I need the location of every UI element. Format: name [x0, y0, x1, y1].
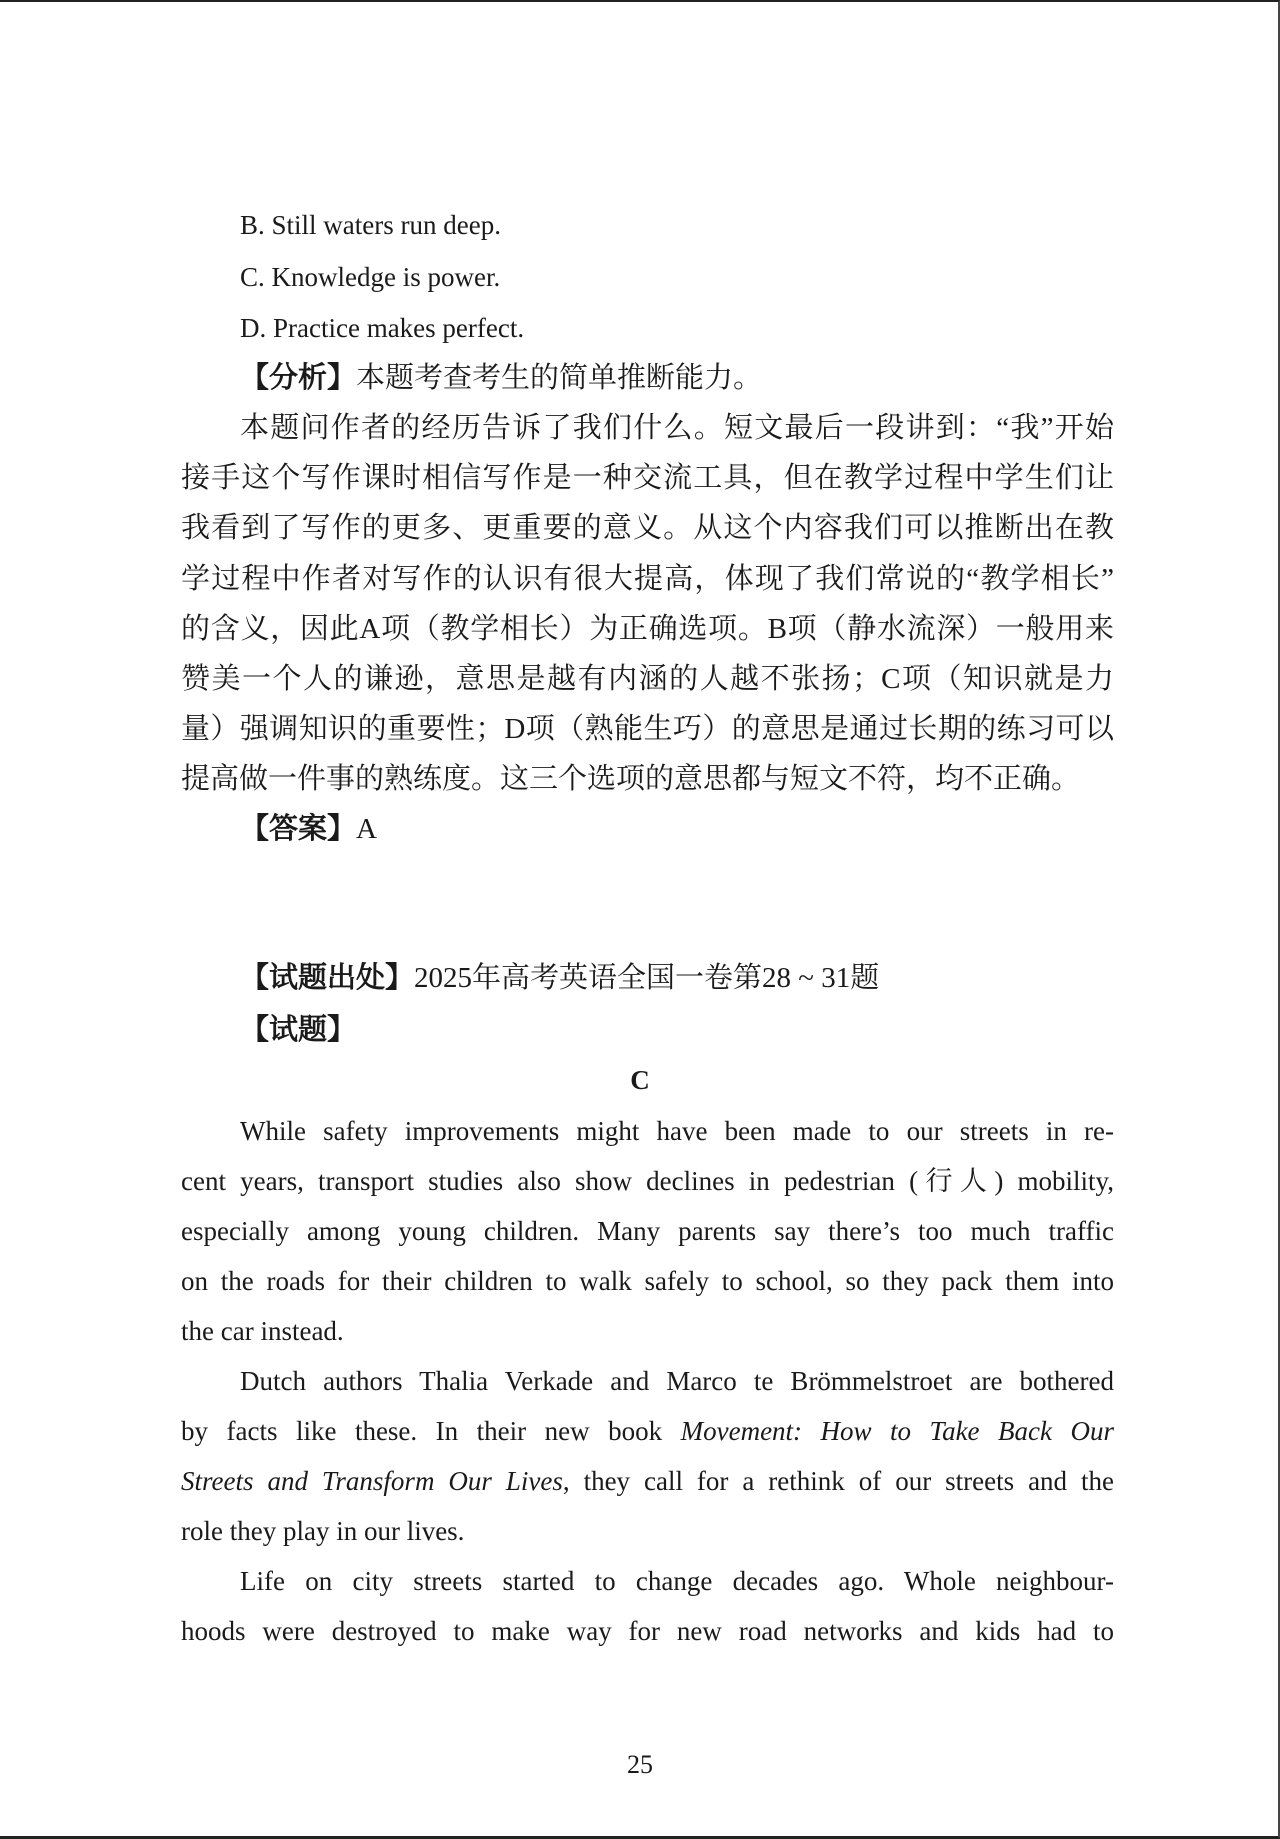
passage-line: role they play in our lives. [181, 1516, 465, 1546]
option-d: D. Practice makes perfect. [240, 313, 525, 343]
passage-line: on the roads for their children to walk safely to school, so they pack them into [181, 1266, 1114, 1296]
question-label: 【试题】 [240, 1014, 357, 1046]
analysis-line: 我看到了写作的更多、更重要的意义。从这个内容我们可以推断出在教 [181, 512, 1114, 544]
passage-line [181, 1461, 1114, 1501]
passage-line: cent years, transport studies also show declines in pedestrian (行人) mobility, [181, 1166, 1114, 1196]
analysis-summary: 本题考查考生的简单推断能力。 [356, 362, 763, 394]
analysis-line: 量）强调知识的重要性；D项（熟能生巧）的意思是通过长期的练习可以 [181, 713, 1114, 745]
passage-line: especially among young children. Many parents say there’s too much traffic [181, 1216, 1114, 1246]
analysis-line: 提高做一件事的熟练度。这三个选项的意思都与短文不符，均不正确。 [181, 763, 1081, 795]
passage-line: the car instead. [181, 1316, 344, 1346]
analysis-line: 的含义，因此A项（教学相长）为正确选项。B项（静水流深）一般用来 [181, 613, 1114, 645]
analysis-heading [240, 358, 1114, 398]
passage-line: Life on city streets started to change decades ago. Whole neighbour- [240, 1566, 1114, 1596]
passage-text: by facts like these. In their new book [181, 1416, 681, 1446]
source [240, 958, 1114, 998]
answer [240, 809, 1114, 849]
passage-line: Dutch authors Thalia Verkade and Marco te Brömmelstroet are bothered [240, 1366, 1114, 1396]
option-c: C. Knowledge is power. [240, 262, 501, 292]
book-title: Movement: How to Take Back Our [680, 1416, 1114, 1446]
passage-text: , they call for a rethink of our streets and the [562, 1466, 1114, 1496]
passage-line: hoods were destroyed to make way for new road networks and kids had to [181, 1616, 1114, 1646]
answer-label: 【答案】 [240, 813, 357, 845]
page-number: 25 [627, 1750, 653, 1779]
source-text: 2025年高考英语全国一卷第28 ~ 31题 [414, 962, 880, 994]
analysis-line: 学过程中作者对写作的认识有很大提高，体现了我们常说的“教学相长” [181, 563, 1114, 595]
analysis-label: 【分析】 [240, 362, 357, 394]
answer-value: A [356, 813, 377, 845]
analysis-line: 本题问作者的经历告诉了我们什么。短文最后一段讲到：“我”开始 [240, 412, 1114, 444]
source-label: 【试题出处】 [240, 962, 415, 994]
analysis-line: 赞美一个人的谦逊，意思是越有内涵的人越不张扬；C项（知识就是力 [181, 663, 1114, 695]
analysis-line: 接手这个写作课时相信写作是一种交流工具，但在教学过程中学生们让 [181, 462, 1114, 494]
passage-heading: C [630, 1065, 650, 1095]
passage-line [181, 1411, 1114, 1451]
book-title: Streets and Transform Our Lives [181, 1466, 563, 1496]
option-b: B. Still waters run deep. [240, 210, 501, 240]
passage-line: While safety improvements might have been made to our streets in re- [240, 1116, 1114, 1146]
